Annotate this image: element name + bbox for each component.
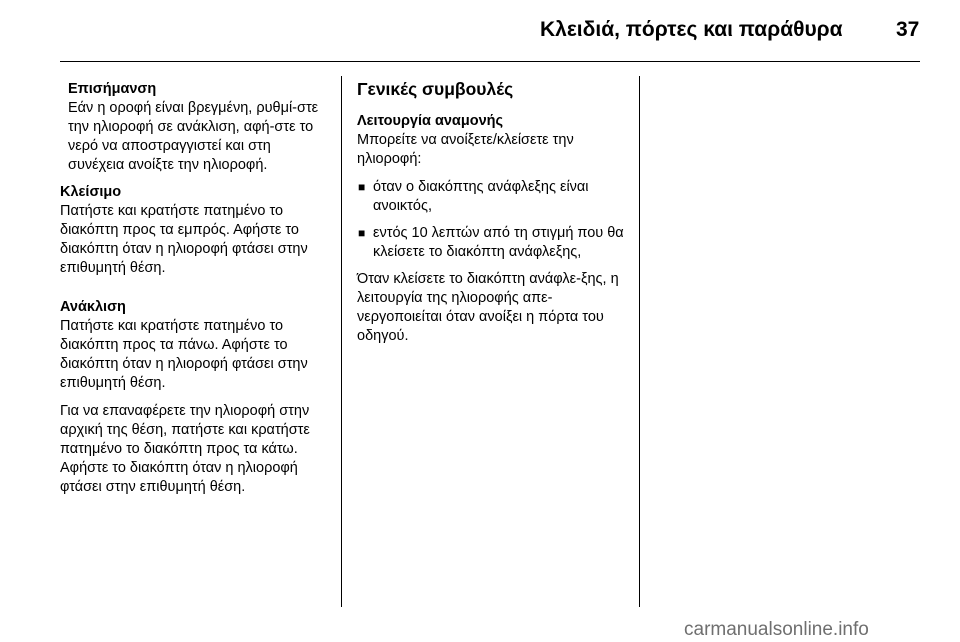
section-title: Γενικές συμβουλές <box>357 79 514 99</box>
watermark: carmanualsonline.info <box>684 619 869 640</box>
middle-column <box>357 80 625 355</box>
tilt-title: Ανάκλιση <box>60 299 126 315</box>
bullet-square-icon: ■ <box>358 180 366 194</box>
closing-section <box>60 183 328 278</box>
header-title: Κλειδιά, πόρτες και παράθυρα <box>540 18 843 41</box>
bullet-square-icon: ■ <box>358 226 366 240</box>
note-block <box>60 80 328 175</box>
standby-outro: Όταν κλείσετε το διακόπτη ανάφλε-ξης, η λειτουργία της ηλιοροφής απε-νεργοποιείται όταν ανοίξει η πόρτα του οδηγού. <box>357 271 619 344</box>
header-rule <box>60 61 920 62</box>
page-number: 37 <box>896 18 920 41</box>
bullet-text: εντός 10 λεπτών από τη στιγμή που θα κλείσετε το διακόπτη ανάφλεξης, <box>373 225 624 260</box>
column-divider-left <box>341 76 342 607</box>
left-column <box>60 80 328 506</box>
standby-bullet-list <box>357 178 625 262</box>
bullet-text: όταν ο διακόπτης ανάφλεξης είναι ανοικτός, <box>373 179 589 214</box>
note-title: Επισήμανση <box>68 81 157 97</box>
page-header <box>0 0 960 62</box>
list-item <box>357 224 625 262</box>
closing-title: Κλείσιμο <box>60 184 122 200</box>
tilt-section <box>60 298 328 497</box>
closing-text: Πατήστε και κρατήστε πατημένο το διακόπτη προς τα εμπρός. Αφήστε το διακόπτη όταν η ηλιοροφή φτάσει στην επιθυμητή θέση. <box>60 203 308 276</box>
list-item <box>357 178 625 216</box>
standby-title: Λειτουργία αναμονής <box>357 113 504 129</box>
column-divider-right <box>639 76 640 607</box>
tilt-text-2: Για να επαναφέρετε την ηλιοροφή στην αρχική της θέση, πατήστε και κρατήστε πατημένο το διακόπτη προς τα κάτω. Αφήστε το διακόπτη όταν η ηλιοροφή φτάσει στην επιθυμητή θέση. <box>60 403 310 495</box>
standby-intro: Μπορείτε να ανοίξετε/κλείσετε την ηλιοροφή: <box>357 132 574 167</box>
note-text: Εάν η οροφή είναι βρεγμένη, ρυθμί-στε την ηλιοροφή σε ανάκλιση, αφή-στε το νερό να αποστραγγιστεί και στη συνέχεια ανοίξτε την ηλιοροφή. <box>68 100 319 173</box>
standby-section <box>357 112 625 346</box>
tilt-text-1: Πατήστε και κρατήστε πατημένο το διακόπτη προς τα πάνω. Αφήστε το διακόπτη όταν η ηλιοροφή φτάσει στην επιθυμητή θέση. <box>60 318 308 391</box>
